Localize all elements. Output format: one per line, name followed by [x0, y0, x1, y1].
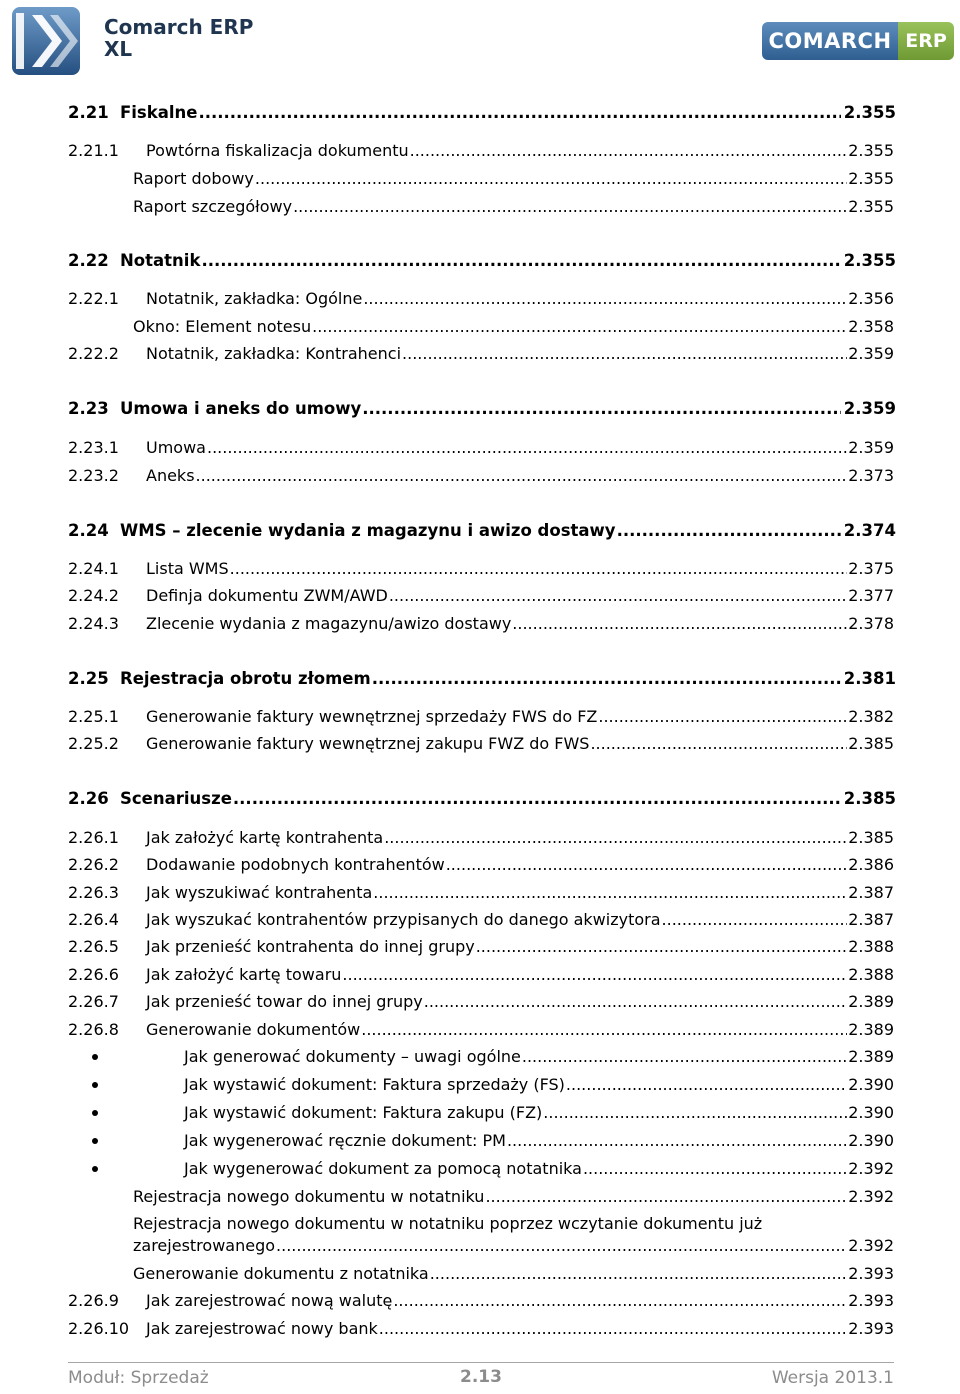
toc-number: 2.23.1 — [68, 438, 119, 457]
toc-page: 2.356 — [848, 289, 894, 308]
toc-leader — [402, 343, 847, 365]
toc-leader — [389, 585, 847, 607]
footer-divider — [68, 1362, 894, 1363]
toc-title: Powtórna fiskalizacja dokumentu — [146, 141, 409, 160]
toc-title: Jak generować dokumenty – uwagi ogólne — [184, 1047, 521, 1066]
toc-title: Generowanie faktury wewnętrznej zakupu FWZ do FWS — [146, 734, 590, 753]
toc-leader — [617, 520, 841, 542]
toc-leader — [410, 140, 848, 162]
toc-entry[interactable] — [68, 854, 894, 876]
logo-tag-text: ERP — [898, 22, 954, 60]
toc-leader — [512, 613, 847, 635]
toc-title: WMS – zlecenie wydania z magazynu i awizo dostawy — [120, 521, 616, 540]
toc-title: Jak przenieść towar do innej grupy — [146, 992, 423, 1011]
toc-title: Jak wygenerować dokument za pomocą notatnika — [184, 1159, 582, 1178]
toc-title-wrapped[interactable]: Rejestracja nowego dokumentu w notatniku poprzez wczytanie dokumentu już — [133, 1214, 763, 1233]
toc-leader — [196, 465, 848, 487]
toc-number: 2.26 — [68, 789, 109, 808]
toc-entry[interactable] — [133, 1235, 894, 1257]
toc-page: 2.387 — [848, 883, 894, 902]
toc-leader — [293, 196, 847, 218]
toc-entry[interactable] — [68, 398, 896, 420]
toc-number: 2.24 — [68, 521, 109, 540]
toc-page: 2.385 — [848, 828, 894, 847]
toc-leader — [372, 668, 841, 690]
toc-leader — [583, 1158, 847, 1180]
toc-title: Notatnik — [120, 251, 201, 270]
toc-number: 2.25 — [68, 669, 109, 688]
toc-number: 2.22.1 — [68, 289, 119, 308]
toc-entry[interactable] — [68, 1019, 894, 1041]
toc-number: 2.21 — [68, 103, 109, 122]
toc-entry[interactable] — [68, 1290, 894, 1312]
toc-title: Notatnik, zakładka: Ogólne — [146, 289, 363, 308]
toc-title: Jak wystawić dokument: Faktura zakupu (FZ) — [184, 1103, 543, 1122]
toc-title: Dodawanie podobnych kontrahentów — [146, 855, 445, 874]
toc-leader — [507, 1130, 847, 1152]
toc-number: 2.21.1 — [68, 141, 119, 160]
toc-title: Jak wygenerować ręcznie dokument: PM — [184, 1131, 506, 1150]
toc-number: 2.22 — [68, 251, 109, 270]
toc-title: Raport szczegółowy — [133, 197, 293, 216]
toc-entry[interactable] — [68, 558, 894, 580]
toc-leader — [379, 1318, 847, 1340]
toc-title: Jak przenieść kontrahenta do innej grupy — [146, 937, 475, 956]
toc-leader — [446, 854, 847, 876]
toc-leader — [362, 398, 841, 420]
toc-page: 2.381 — [843, 669, 896, 688]
toc-title: Lista WMS — [146, 559, 229, 578]
toc-page: 2.389 — [848, 992, 894, 1011]
toc-leader — [312, 316, 847, 338]
toc-entry[interactable] — [68, 140, 894, 162]
toc-entry[interactable] — [68, 909, 894, 931]
toc-number: 2.24.2 — [68, 586, 119, 605]
toc-entry[interactable] — [184, 1074, 894, 1096]
toc-title: Jak wyszukiwać kontrahenta — [146, 883, 373, 902]
toc-entry[interactable] — [68, 964, 894, 986]
toc-entry[interactable] — [68, 991, 894, 1013]
toc-title: Jak wystawić dokument: Faktura sprzedaży (FS) — [184, 1075, 565, 1094]
toc-page: 2.390 — [848, 1075, 894, 1094]
toc-title: Umowa i aneks do umowy — [120, 399, 362, 418]
toc-leader — [566, 1074, 847, 1096]
toc-page: 2.358 — [848, 317, 894, 336]
toc-number: 2.22.2 — [68, 344, 119, 363]
toc-number: 2.26.9 — [68, 1291, 119, 1310]
brand-line-2: XL — [104, 37, 133, 61]
toc-number: 2.26.7 — [68, 992, 119, 1011]
toc-title: Rejestracja obrotu złomem — [120, 669, 371, 688]
toc-entry[interactable] — [68, 102, 896, 124]
toc-title: Definja dokumentu ZWM/AWD — [146, 586, 388, 605]
toc-page: 2.355 — [848, 169, 894, 188]
toc-entry[interactable] — [68, 788, 896, 810]
toc-entry[interactable] — [68, 827, 894, 849]
toc-title: Generowanie dokumentów — [146, 1020, 361, 1039]
toc-title: Generowanie faktury wewnętrznej sprzedaży FWS do FZ — [146, 707, 598, 726]
toc-title: Fiskalne — [120, 103, 198, 122]
toc-number: 2.26.1 — [68, 828, 119, 847]
toc-number: 2.23 — [68, 399, 109, 418]
toc-page: 2.389 — [848, 1047, 894, 1066]
toc-entry[interactable] — [68, 706, 894, 728]
toc-title: Rejestracja nowego dokumentu w notatniku — [133, 1187, 485, 1206]
toc-entry[interactable] — [68, 465, 894, 487]
toc-number: 2.25.1 — [68, 707, 119, 726]
toc-entry[interactable] — [133, 1263, 894, 1285]
logo-main-text: COMARCH — [762, 22, 898, 60]
toc-page: 2.382 — [848, 707, 894, 726]
footer-version: Wersja 2013.1 — [771, 1368, 894, 1388]
toc-leader — [522, 1046, 847, 1068]
toc-entry[interactable] — [184, 1102, 894, 1124]
toc-title: Aneks — [146, 466, 195, 485]
toc-title: zarejestrowanego — [133, 1236, 276, 1255]
toc-leader — [255, 168, 847, 190]
toc-leader — [276, 1235, 847, 1257]
toc-page: 2.393 — [848, 1264, 894, 1283]
toc-title: Jak wyszukać kontrahentów przypisanych do danego akwizytora — [146, 910, 661, 929]
toc-leader — [424, 991, 847, 1013]
toc-page: 2.374 — [843, 521, 896, 540]
toc-entry[interactable] — [68, 343, 894, 365]
bullet-icon — [92, 1082, 98, 1088]
toc-page: 2.355 — [848, 197, 894, 216]
toc-page: 2.392 — [848, 1187, 894, 1206]
toc-leader — [485, 1186, 847, 1208]
toc-number: 2.26.8 — [68, 1020, 119, 1039]
toc-entry[interactable] — [68, 520, 896, 542]
toc-leader — [233, 788, 841, 810]
toc-number: 2.26.10 — [68, 1319, 130, 1338]
toc-leader — [342, 964, 847, 986]
bullet-icon — [92, 1138, 98, 1144]
toc-leader — [590, 733, 847, 755]
toc-leader — [393, 1290, 847, 1312]
toc-entry[interactable] — [184, 1158, 894, 1180]
toc-leader — [363, 288, 847, 310]
toc-entry[interactable] — [133, 1186, 894, 1208]
toc-page: 2.390 — [848, 1131, 894, 1150]
toc-leader — [198, 102, 840, 124]
toc-page: 2.355 — [848, 141, 894, 160]
toc-page: 2.393 — [848, 1319, 894, 1338]
toc-title: Okno: Element notesu — [133, 317, 312, 336]
toc-entry[interactable] — [68, 733, 894, 755]
toc-title: Umowa — [146, 438, 206, 457]
toc-page: 2.385 — [843, 789, 896, 808]
toc-leader — [207, 437, 847, 459]
toc-entry[interactable] — [68, 1318, 894, 1340]
footer-page-number: 2.13 — [460, 1367, 502, 1387]
toc-leader — [373, 882, 847, 904]
toc-leader — [598, 706, 847, 728]
bullet-icon — [92, 1110, 98, 1116]
toc-entry[interactable] — [68, 668, 896, 690]
toc-page: 2.377 — [848, 586, 894, 605]
bullet-icon — [92, 1054, 98, 1060]
toc-entry[interactable] — [68, 437, 894, 459]
toc-page: 2.390 — [848, 1103, 894, 1122]
toc-title: Generowanie dokumentu z notatnika — [133, 1264, 429, 1283]
toc-page: 2.355 — [843, 251, 896, 270]
toc-page: 2.378 — [848, 614, 894, 633]
toc-leader — [201, 250, 840, 272]
toc-page: 2.392 — [848, 1236, 894, 1255]
comarch-erp-logo — [762, 22, 954, 60]
brand-name — [104, 16, 253, 60]
toc-page: 2.359 — [848, 438, 894, 457]
brand-line-1: Comarch ERP — [104, 15, 254, 39]
toc-number: 2.26.5 — [68, 937, 119, 956]
toc-title: Zlecenie wydania z magazynu/awizo dostawy — [146, 614, 512, 633]
toc-entry[interactable] — [68, 882, 894, 904]
toc-leader — [361, 1019, 847, 1041]
toc-entry[interactable] — [184, 1130, 894, 1152]
toc-page: 2.359 — [843, 399, 896, 418]
toc-page: 2.359 — [848, 344, 894, 363]
toc-entry[interactable] — [68, 250, 896, 272]
toc-page: 2.373 — [848, 466, 894, 485]
bullet-icon — [92, 1166, 98, 1172]
toc-leader — [662, 909, 848, 931]
toc-number: 2.26.2 — [68, 855, 119, 874]
toc-entry[interactable] — [184, 1046, 894, 1068]
toc-title: Scenariusze — [120, 789, 232, 808]
toc-entry[interactable] — [68, 585, 894, 607]
toc-title: Jak założyć kartę kontrahenta — [146, 828, 384, 847]
toc-leader — [230, 558, 848, 580]
toc-title: Notatnik, zakładka: Kontrahenci — [146, 344, 402, 363]
toc-page: 2.393 — [848, 1291, 894, 1310]
toc-number: 2.26.3 — [68, 883, 119, 902]
toc-title: Raport dobowy — [133, 169, 254, 188]
toc-number: 2.26.6 — [68, 965, 119, 984]
toc-page: 2.385 — [848, 734, 894, 753]
toc-title: Jak zarejestrować nowy bank — [146, 1319, 378, 1338]
toc-entry[interactable] — [133, 196, 894, 218]
toc-leader — [543, 1102, 847, 1124]
toc-leader — [430, 1263, 847, 1285]
toc-page: 2.389 — [848, 1020, 894, 1039]
toc-entry[interactable] — [133, 168, 894, 190]
toc-number: 2.24.1 — [68, 559, 119, 578]
toc-leader — [476, 936, 847, 958]
toc-page: 2.388 — [848, 965, 894, 984]
comarch-erp-xl-logo-icon — [10, 5, 82, 77]
toc-number: 2.23.2 — [68, 466, 119, 485]
toc-page: 2.387 — [848, 910, 894, 929]
toc-title: Jak zarejestrować nową walutę — [146, 1291, 393, 1310]
toc-leader — [384, 827, 847, 849]
toc-page: 2.392 — [848, 1159, 894, 1178]
toc-page: 2.375 — [848, 559, 894, 578]
toc-page: 2.386 — [848, 855, 894, 874]
toc-entry[interactable] — [68, 288, 894, 310]
toc-title: Jak założyć kartę towaru — [146, 965, 342, 984]
toc-page: 2.388 — [848, 937, 894, 956]
toc-number: 2.24.3 — [68, 614, 119, 633]
toc-number: 2.26.4 — [68, 910, 119, 929]
toc-number: 2.25.2 — [68, 734, 119, 753]
toc-entry[interactable] — [68, 613, 894, 635]
toc-page: 2.355 — [843, 103, 896, 122]
footer-module: Moduł: Sprzedaż — [68, 1368, 209, 1388]
toc-entry[interactable] — [133, 316, 894, 338]
toc-entry[interactable] — [68, 936, 894, 958]
